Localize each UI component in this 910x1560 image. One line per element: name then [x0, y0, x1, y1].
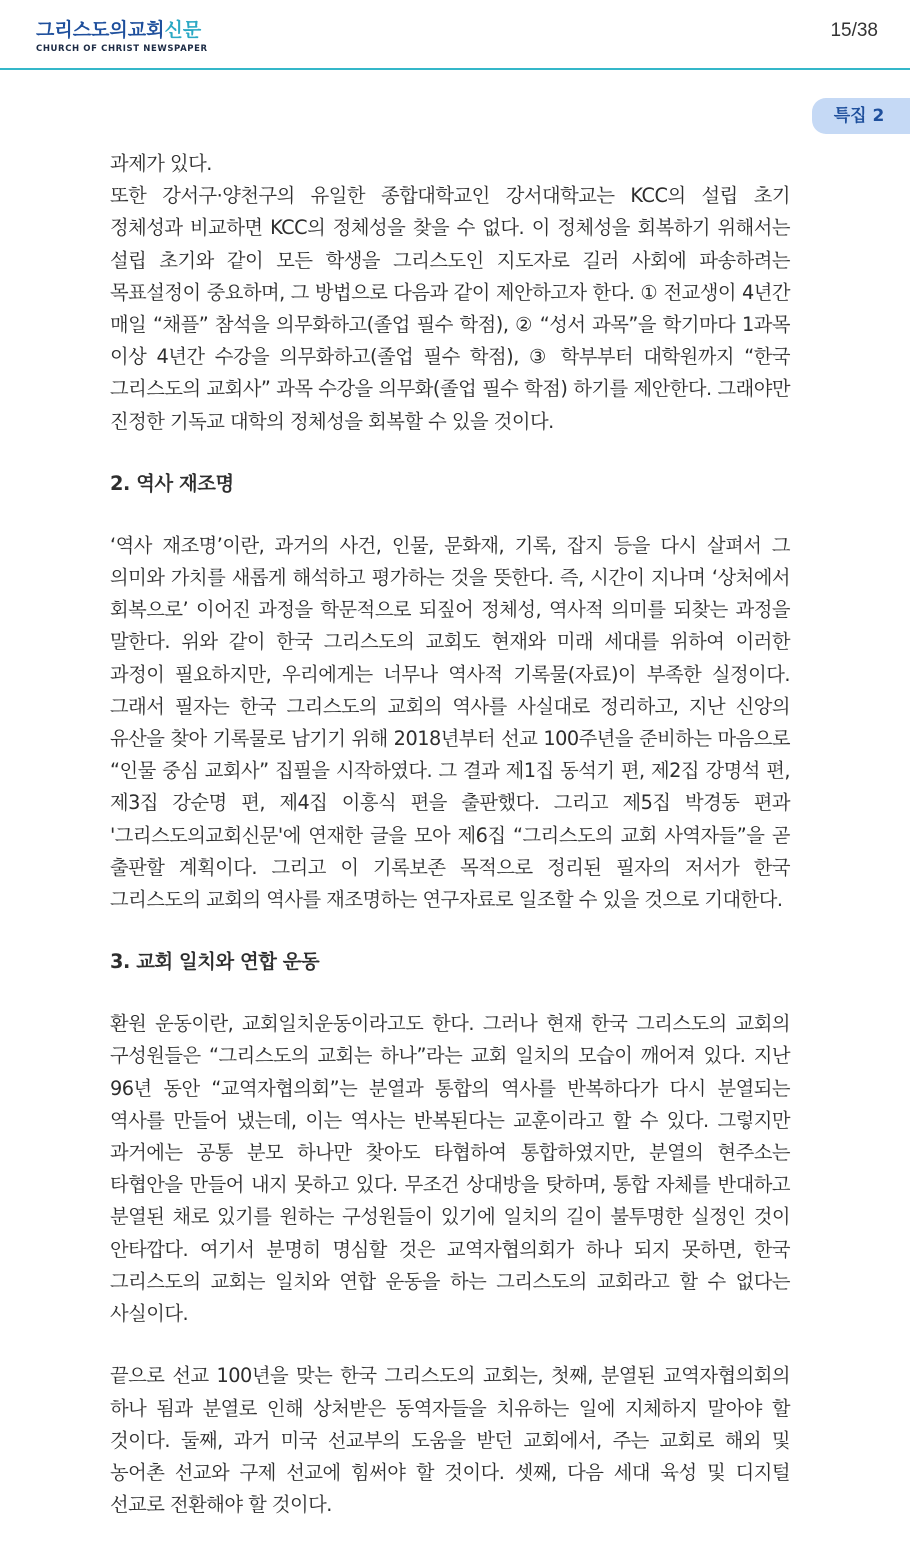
logo-korean — [36, 20, 208, 40]
section-tab: 특집 2 — [812, 98, 910, 134]
article-body — [110, 148, 790, 1521]
section-heading-2: 2. 역사 재조명 — [110, 471, 234, 495]
page-header — [0, 0, 910, 70]
paragraph-1: 과제가 있다. 또한 강서구·양천구의 유일한 종합대학교인 강서대학교는 KCC의 설립 초기 정체성과 비교하면 KCC의 정체성을 찾을 수 없다. 이 정체성을 회복하기 위해서는 설립 초기와 같이 모든 학생을 그리스도인 지도자로 길러 사회에 파송하려는 목표설정이 중요하며, 그 방법으로 다음과 같이 제안하고자 한다. ① 전교생이 4년간 매일 “채플” 참석을 의무화하고(졸업 필수 학점), ② “성서 과목”을 학기마다 1과목 이상 4년간 수강을 의무화하고(졸업 필수 학점), ③ 학부부터 대학원까지 “한국 그리스도의 교회사” 과목 수강을 의무화(졸업 필수 학점) 하기를 제안한다. 그래야만 진정한 기독교 대학의 정체성을 회복할 수 있을 것이다. — [110, 152, 790, 433]
newspaper-logo — [36, 20, 208, 54]
logo-korean-main: 그리스도의교회 — [36, 19, 165, 41]
paragraph-4: 끝으로 선교 100년을 맞는 한국 그리스도의 교회는, 첫째, 분열된 교역자협의회의 하나 됨과 분열로 인해 상처받은 동역자들을 치유하는 일에 지체하지 말아야 할 것이다. 둘째, 과거 미국 선교부의 도움을 받던 교회에서, 주는 교회로 해외 및 농어촌 선교와 구제 선교에 힘써야 할 것이다. 셋째, 다음 세대 육성 및 디지털 선교로 전환해야 할 것이다. — [110, 1364, 790, 1517]
logo-korean-accent: 신문 — [164, 19, 202, 41]
paragraph-2: ‘역사 재조명’이란, 과거의 사건, 인물, 문화재, 기록, 잡지 등을 다시 살펴서 그 의미와 가치를 새롭게 해석하고 평가하는 것을 뜻한다. 즉, 시간이 지나며 ‘상처에서 회복으로’ 이어진 과정을 학문적으로 되짚어 정체성, 역사적 의미를 되찾는 과정을 말한다. 위와 같이 한국 그리스도의 교회도 현재와 미래 세대를 위하여 이러한 과정이 필요하지만, 우리에게는 너무나 역사적 기록물(자료)이 부족한 실정이다. 그래서 필자는 한국 그리스도의 교회의 역사를 사실대로 정리하고, 지난 신앙의 유산을 찾아 기록물로 남기기 위해 2018년부터 선교 100주년을 준비하는 마음으로 “인물 중심 교회사” 집필을 시작하였다. 그 결과 제1집 동석기 편, 제2집 강명석 편, 제3집 강순명 편, 제4집 이흥식 편을 출판했다. 그리고 제5집 박경동 편과 '그리스도의교회신문'에 연재한 글을 모아 제6집 “그리스도의 교회 사역자들”을 곧 출판할 계획이다. 그리고 이 기록보존 목적으로 정리된 필자의 저서가 한국 그리스도의 교회의 역사를 재조명하는 연구자료로 일조할 수 있을 것으로 기대한다. — [110, 533, 790, 912]
page-number: 15/38 — [830, 20, 878, 41]
logo-english: CHURCH OF CHRIST NEWSPAPER — [36, 44, 208, 54]
paragraph-3: 환원 운동이란, 교회일치운동이라고도 한다. 그러나 현재 한국 그리스도의 교회의 구성원들은 “그리스도의 교회는 하나”라는 교회 일치의 모습이 깨어져 있다. 지난 96년 동안 “교역자협의회”는 분열과 통합의 역사를 반복하다가 다시 분열되는 역사를 만들어 냈는데, 이는 역사는 반복된다는 교훈이라고 할 수 있다. 그렇지만 과거에는 공통 분모 하나만 찾아도 타협하여 통합하였지만, 분열의 현주소는 타협안을 만들어 내지 못하고 있다. 무조건 상대방을 탓하며, 통합 자체를 반대하고 분열된 채로 있기를 원하는 구성원들이 있기에 일치의 길이 불투명한 실정인 것이 안타깝다. 여기서 분명히 명심할 것은 교역자협의회가 하나 되지 못하면, 한국 그리스도의 교회는 일치와 연합 운동을 하는 그리스도의 교회라고 할 수 없다는 사실이다. — [110, 1012, 790, 1326]
section-heading-3: 3. 교회 일치와 연합 운동 — [110, 950, 320, 974]
